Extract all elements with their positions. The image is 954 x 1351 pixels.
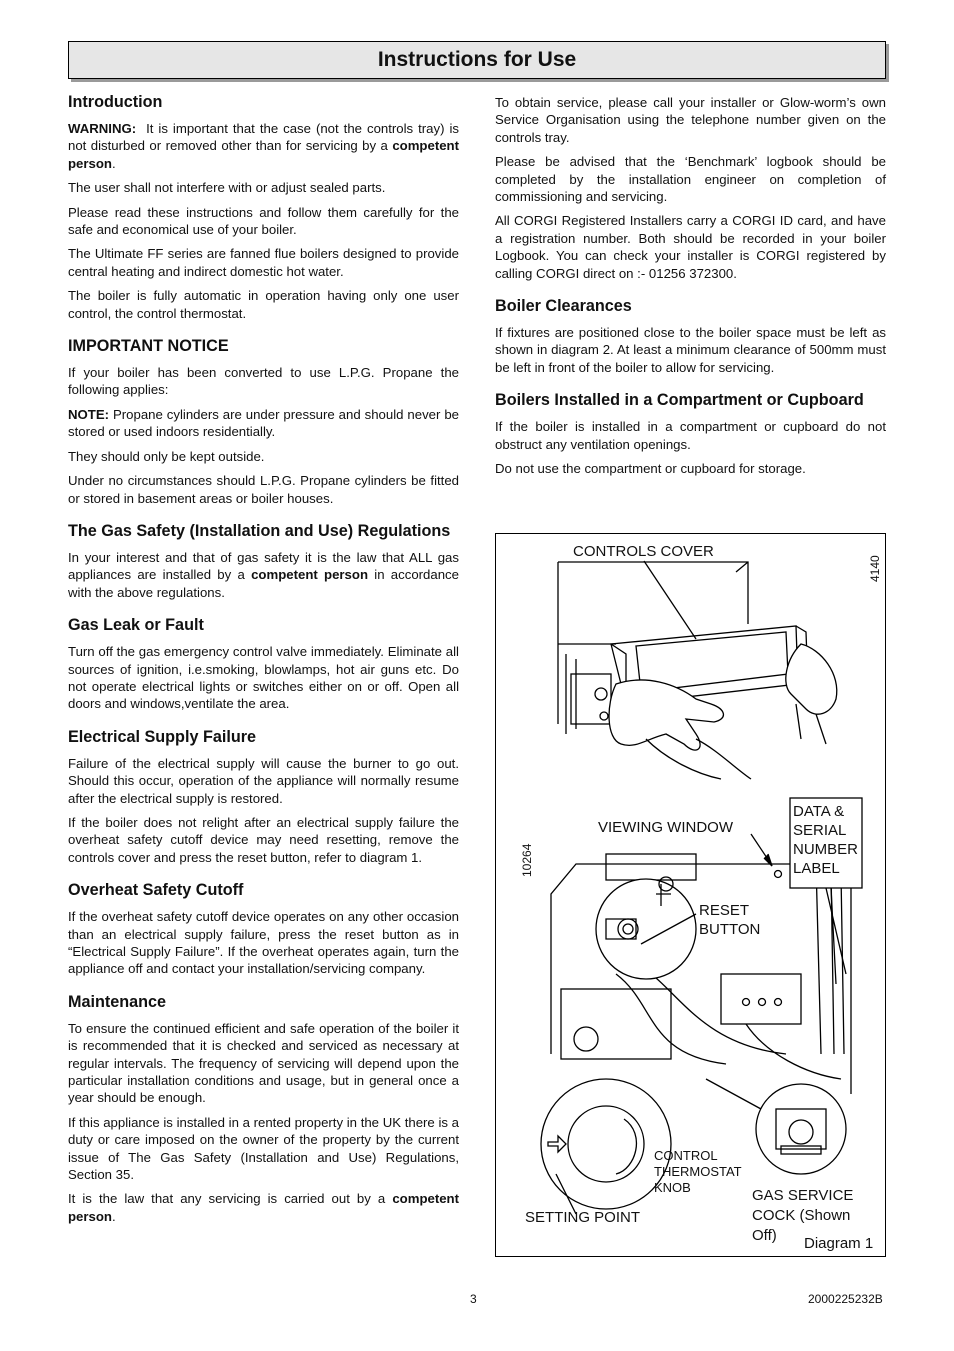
maintenance-p3-end: . <box>111 1208 116 1224</box>
diagram-caption: Diagram 1 <box>804 1235 874 1252</box>
section-clearances <box>495 296 886 376</box>
label-control-thermostat <box>654 1148 742 1196</box>
section-gas-safety <box>68 521 459 601</box>
heading-important-notice: IMPORTANT NOTICE <box>68 337 229 356</box>
gas-safety-p1 <box>68 549 459 601</box>
left-column <box>68 92 459 1239</box>
label-controls-cover: CONTROLS COVER <box>573 543 714 560</box>
warning-end: . <box>111 155 116 171</box>
maintenance-p2: If this appliance is installed in a rented property in the UK there is a duty or care imposed on the owner of the property by the current issue of The Gas Safety (Installation and Use) Regulations, Section 35. <box>68 1114 459 1183</box>
heading-gas-safety: The Gas Safety (Installation and Use) Regulations <box>68 521 451 540</box>
intro-p5: The boiler is fully automatic in operation having only one user control, the control thermostat. <box>68 288 459 321</box>
important-p4: Under no circumstances should L.P.G. Propane cylinders be fitted or stored in basement areas or boiler houses. <box>68 473 459 506</box>
service-p1: To obtain service, please call your installer or Glow-worm’s own Service Organisation using the telephone number given on the controls tray. <box>495 95 886 145</box>
section-compartment <box>495 390 886 477</box>
electrical-p1: Failure of the electrical supply will cause the burner to go out. Should this occur, operation of the appliance will normally resume after the electrical supply is restored. <box>68 755 459 806</box>
maintenance-p3 <box>68 1190 459 1225</box>
warning-text: It is important that the case (not the controls tray) is not disturbed or removed other than for servicing by a <box>68 121 459 154</box>
thermostat-line-1: CONTROL <box>654 1148 718 1163</box>
data-label-line-3: NUMBER <box>793 841 859 858</box>
data-label-line-4: LABEL <box>793 860 840 877</box>
section-service <box>495 94 886 282</box>
page-title: Instructions for Use <box>377 48 577 71</box>
clearances-p1: If fixtures are positioned close to the boiler space must be left as shown in diagram 2. At least a minimum clearance of 500mm must be left in front of the boiler to allow for servicing. <box>495 325 886 375</box>
maintenance-p3-text: It is the law that any servicing is carried out by a <box>68 1191 386 1207</box>
electrical-p2: If the boiler does not relight after an electrical supply failure the overheat safety cutoff device may need resetting, remove the controls cover and press the reset button, refer to diagram 1. <box>68 814 459 865</box>
warning-label: WARNING: <box>68 121 137 136</box>
section-electrical <box>68 727 459 866</box>
section-introduction <box>68 92 459 322</box>
heading-electrical: Electrical Supply Failure <box>68 727 257 746</box>
reset-line-1: RESET <box>699 902 750 919</box>
note-text: Propane cylinders are under pressure and should never be stored or used indoors residentially. <box>68 406 460 440</box>
label-data-serial <box>793 802 858 878</box>
gas-cock-line-2: COCK (Shown <box>752 1207 851 1224</box>
intro-p2: The user shall not interfere with or adjust sealed parts. <box>68 180 386 196</box>
label-setting-point: SETTING POINT <box>525 1209 641 1226</box>
heading-introduction: Introduction <box>68 93 163 111</box>
gas-cock-line-1: GAS SERVICE <box>752 1187 854 1204</box>
gas-safety-bold: competent person <box>251 567 369 583</box>
gas-safety-text-a: In your interest and that of gas safety it is the law that ALL gas appliances are installed by a <box>68 549 459 583</box>
service-p3: All CORGI Registered Installers carry a CORGI ID card, and have a registration number. Both should be recorded in your boiler Logbook. You can check your installer is CORGI registered by calling CORGI direct on :- 01256 372300. <box>495 213 886 281</box>
heading-compartment: Boilers Installed in a Compartment or Cupboard <box>495 391 864 410</box>
heading-gas-leak: Gas Leak or Fault <box>68 616 204 635</box>
heading-maintenance: Maintenance <box>68 992 167 1011</box>
reset-line-2: BUTTON <box>699 921 761 938</box>
diagram-1 <box>495 533 886 1257</box>
label-viewing-window: VIEWING WINDOW <box>598 819 733 836</box>
intro-p3: Please read these instructions and follow them carefully for the safe and economical use of your boiler. <box>68 204 459 238</box>
warning-paragraph <box>68 120 459 172</box>
important-p1: If your boiler has been converted to use L.P.G. Propane the following applies: <box>68 365 459 398</box>
gas-leak-p1: Turn off the gas emergency control valve immediately. Eliminate all sources of ignition, i.e.smoking, blowlamps, hot air guns etc. Do not operate electrical lights or switches either on or off. Open all doors and windows,ventilate the area. <box>68 644 459 712</box>
gas-safety-text-b: in accordance with the above regulations. <box>68 567 459 600</box>
note-label: NOTE: <box>68 406 110 422</box>
thermostat-line-2: THERMOSTAT <box>654 1164 742 1179</box>
page-title-bar <box>68 41 886 79</box>
heading-clearances: Boiler Clearances <box>495 297 632 316</box>
compartment-p2: Do not use the compartment or cupboard for storage. <box>495 461 806 477</box>
document-code: 2000225232B <box>808 1292 883 1306</box>
data-label-line-1: DATA & <box>793 803 845 820</box>
heading-overheat: Overheat Safety Cutoff <box>68 881 244 900</box>
ref-number-side: 10264 <box>520 843 534 877</box>
ref-number-top: 4140 <box>868 555 882 582</box>
warning-bold: competent person <box>68 138 459 171</box>
compartment-p1: If the boiler is installed in a compartment or cupboard do not obstruct any ventilation openings. <box>495 419 886 452</box>
section-overheat <box>68 880 459 978</box>
page-number: 3 <box>470 1292 477 1306</box>
gas-cock-line-3: Off) <box>752 1227 777 1244</box>
overheat-p1: If the overheat safety cutoff device operates on any other occasion than an electrical supply failure, press the reset button as in “Electrical Supply Failure”. If the overheat operates again, turn the appliance off and contact your installation/servicing company. <box>68 909 459 977</box>
label-reset-button <box>699 901 760 939</box>
section-gas-leak <box>68 615 459 713</box>
thermostat-line-3: KNOB <box>654 1180 691 1195</box>
maintenance-p3-bold: competent person <box>68 1191 460 1224</box>
intro-p4: The Ultimate FF series are fanned flue boilers designed to provide central heating and indirect domestic hot water. <box>68 246 459 279</box>
data-label-line-2: SERIAL <box>793 822 847 839</box>
note-paragraph <box>68 406 459 441</box>
service-p2: Please be advised that the ‘Benchmark’ logbook should be completed by the installation engineer on completion of commissioning and servicing. <box>495 154 886 205</box>
section-important-notice <box>68 336 459 507</box>
maintenance-p1: To ensure the continued efficient and safe operation of the boiler it is recommended that it is checked and serviced as necessary at regular intervals. The frequency of servicing will depend upon the particular installation conditions and usage, but in general once a year should be enough. <box>68 1020 459 1106</box>
section-maintenance <box>68 992 459 1225</box>
right-column <box>495 94 886 492</box>
important-p3: They should only be kept outside. <box>68 448 265 464</box>
